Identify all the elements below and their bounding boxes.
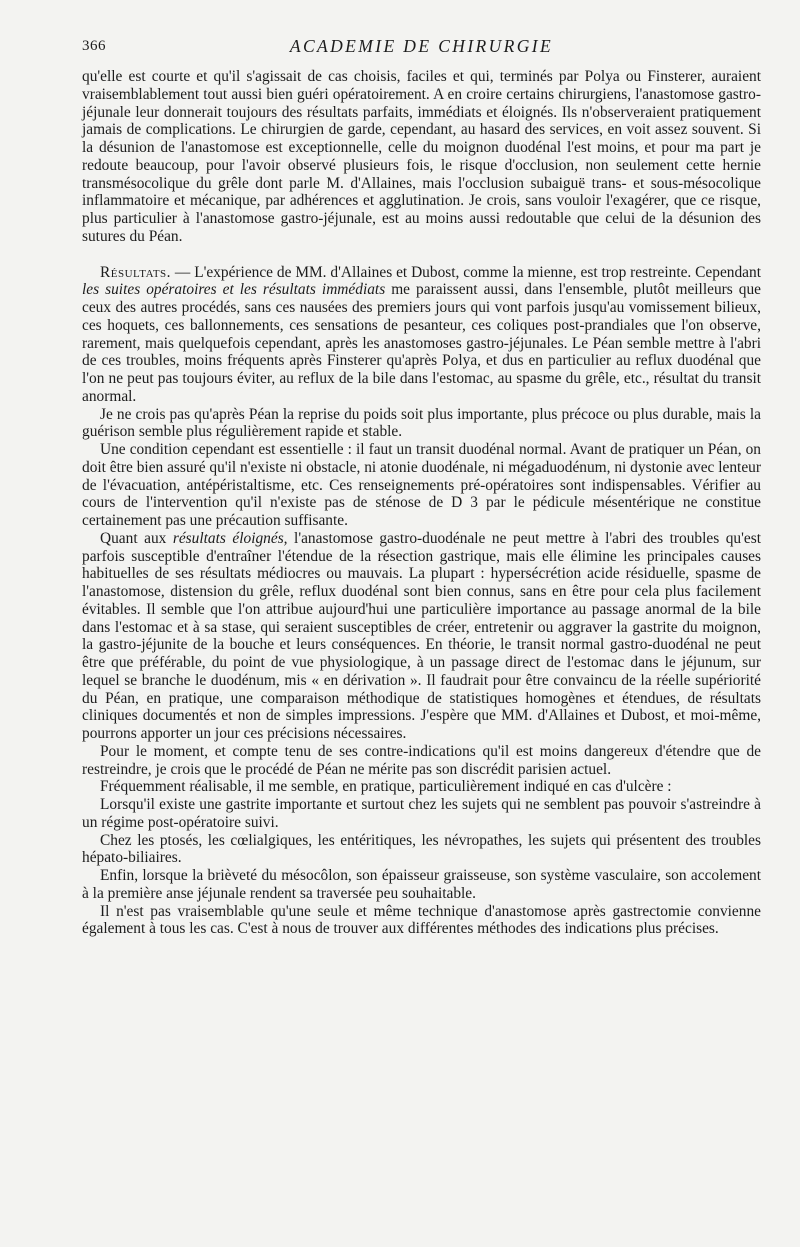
paragraph-6: Pour le moment, et compte tenu de ses contre-indications qu'il est moins dangereux d'étendre que de restreindre, je crois que le procédé de Péan ne mérite pas son discrédit parisien actuel.	[82, 742, 761, 778]
paragraph-text: Quant aux	[100, 529, 173, 547]
paragraph-text: l'anastomose gastro-duodénale ne peut mettre à l'abri des troubles qu'est parfois susceptible d'entraîner l'étendue de la résection gastrique, mais elle élimine les principales causes habituelles de ses résultats médiocres ou mauvais. La plupart : hypersécrétion acide résiduelle, spasme de l'anastomose, distension du grêle, reflux duodénal sont bien connus, sans en être pour cela plus facilement évitables. Il semble que l'on attribue aujourd'hui une particulière importance au passage anormal de la bile dans l'estomac et à sa stase, qui seraient susceptibles de créer, entretenir ou aggraver la gastrite du moignon, la gastro-jéjunite de la bouche et leurs conséquences. En théorie, le transit normal gastro-duodénal ne peut être que préférable, du point de vue physiologique, à un passage direct de l'estomac dans le jéjunum, sur lequel se branche le duodénum, mis « en dérivation ». Il faudrait pour être convaincu de la réelle supériorité du Péan, en pratique, une comparaison méthodique de statistiques homogènes et étendues, de résultats cliniques documentés et non de simples impressions. J'espère que MM. d'Allaines et Dubost, et moi-même, pourrons apporter un jour ces précisions nécessaires.	[82, 529, 761, 742]
paragraph-text: me paraissent aussi, dans l'ensemble, plutôt meilleurs que ceux des autres procédés, sans ces nausées des premiers jours qui vont parfois jusqu'au vomissement bilieux, ces hoquets, ces ballonnements, ces sensations de pesanteur, ces coliques post-prandiales que l'on observe, rarement, mais quelquefois cependant, après les anastomoses gastro-jéjunales. Le Péan semble mettre à l'abri de ces troubles, moins fréquents après Finsterer qu'après Polya, et dus en particulier au reflux duodénal que l'on ne peut pas toujours éviter, au reflux de la bile dans l'estomac, au spasme du grêle, etc., résultat du transit anormal.	[82, 281, 761, 405]
paragraph-text: — L'expérience de MM. d'Allaines et Dubost, comme la mienne, est trop restreinte. Cependant	[171, 263, 761, 281]
page-header	[82, 34, 761, 60]
running-head: ACADEMIE DE CHIRURGIE	[289, 36, 554, 56]
paragraph-5	[82, 530, 761, 743]
section-lead-resultats: Résultats.	[100, 263, 172, 281]
paragraph-1: qu'elle est courte et qu'il s'agissait de cas choisis, faciles et qui, terminés par Polya ou Finsterer, auraient vraisemblablement tout aussi bien guéri opératoirement. A en croire certains chirurgiens, l'anastomose gastro-jéjunale leur donnerait toujours des résultats parfaits, immédiats et éloignés. Ils n'observeraient pratiquement jamais de complications. Le chirurgien de garde, cependant, au hasard des services, en voit assez souvent. Si la désunion de l'anastomose est exceptionnelle, celle du moignon duodénal l'est moins, et pour ma part je redoute beaucoup, pour l'avoir observé plusieurs fois, le risque d'occlusion, non seulement cette hernie transmésocolique du grêle dont parle M. d'Allaines, mais l'occlusion subaiguë trans- et sous-mésocolique inflammatoire et mécanique, par adhérences et agglutination. Je crois, sans vouloir l'exagérer, que ce risque, plus particulier à l'anastomose gastro-jéjunale, est au moins aussi redoutable que celui de la désunion des sutures du Péan.	[82, 68, 761, 245]
article-body	[82, 68, 761, 938]
paragraph-3: Je ne crois pas qu'après Péan la reprise du poids soit plus importante, plus précoce ou plus durable, mais la guérison semble plus régulièrement rapide et stable.	[82, 405, 761, 441]
paragraph-11: Il n'est pas vraisemblable qu'une seule et même technique d'anastomose après gastrectomie convienne également à tous les cas. C'est à nous de trouver aux différentes méthodes des indications plus précises.	[82, 902, 761, 938]
emphasis-text: les suites opératoires et les résultats immédiats	[82, 281, 386, 299]
page-number: 366	[82, 38, 106, 54]
paragraph-4: Une condition cependant est essentielle : il faut un transit duodénal normal. Avant de pratiquer un Péan, on doit être bien assuré qu'il n'existe ni obstacle, ni atonie duodénale, ni mégaduodénum, ni dystonie avec lenteur de l'évacuation, antépéristaltisme, etc. Ces renseignements pré-opératoires sont indispensables. Vérifier au cours de l'intervention qu'il n'existe pas de sténose de D 3 par le pédicule mésentérique ne constitue certainement pas une précaution suffisante.	[82, 441, 761, 529]
paragraph-9: Chez les ptosés, les cœlialgiques, les entéritiques, les névropathes, les sujets qui présentent des troubles hépato-biliaires.	[82, 831, 761, 867]
paragraph-7: Fréquemment réalisable, il me semble, en pratique, particulièrement indiqué en cas d'ulcère :	[100, 778, 672, 796]
emphasis-text: résultats éloignés,	[172, 529, 288, 547]
paragraph-resultats	[82, 264, 761, 406]
paragraph-10: Enfin, lorsque la brièveté du mésocôlon, son épaisseur graisseuse, son système vasculaire, son accolement à la première anse jéjunale rendent sa traversée peu souhaitable.	[82, 867, 761, 902]
paragraph-8: Lorsqu'il existe une gastrite importante et surtout chez les sujets qui ne semblent pas pouvoir s'astreindre à un régime post-opératoire suivi.	[82, 796, 761, 831]
